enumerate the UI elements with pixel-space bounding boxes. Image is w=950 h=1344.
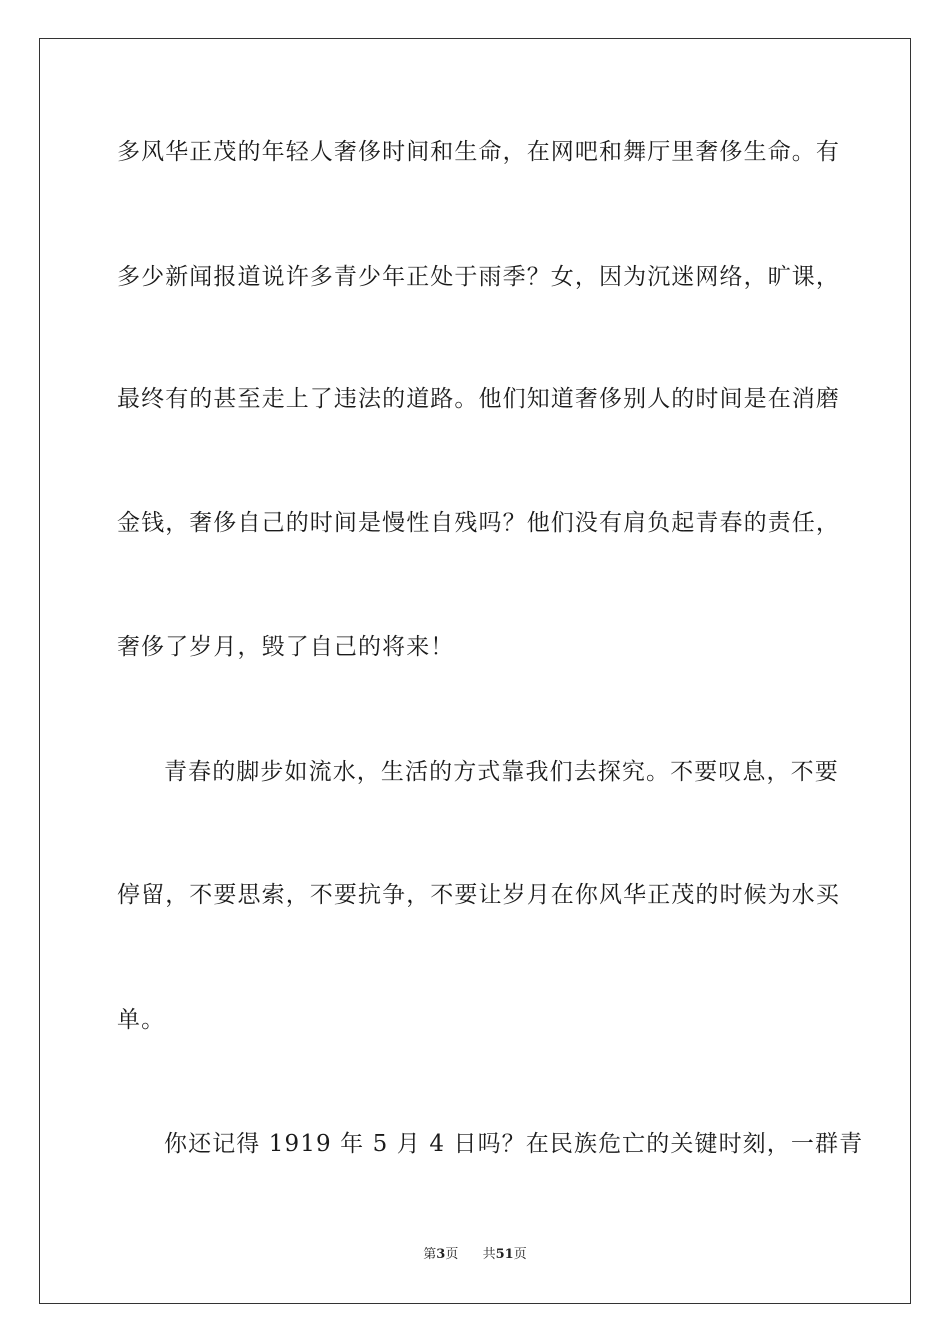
body-line-1: 多风华正茂的年轻人奢侈时间和生命，在网吧和舞厅里奢侈生命。有 (117, 139, 840, 165)
footer-total-prefix: 共 (482, 1247, 496, 1262)
body-line-5: 奢侈了岁月，毁了自己的将来！ (117, 634, 455, 660)
body-line-3: 最终有的甚至走上了违法的道路。他们知道奢侈别人的时间是在消磨 (117, 386, 840, 412)
footer-page-suffix: 页 (445, 1247, 459, 1262)
body-line-2: 多少新闻报道说许多青少年正处于雨季？女，因为沉迷网络，旷课， (117, 264, 840, 290)
footer-page-prefix: 第 (423, 1247, 437, 1262)
footer-total-number: 51 (495, 1247, 514, 1262)
body-line-9: 你还记得 1919 年 5 月 4 日吗？在民族危亡的关键时刻，一群青 (164, 1131, 864, 1157)
page-footer (0, 1246, 950, 1264)
footer-total-suffix: 页 (513, 1247, 527, 1262)
body-line-8: 单。 (117, 1007, 166, 1033)
page-border (39, 38, 911, 1304)
body-line-6: 青春的脚步如流水，生活的方式靠我们去探究。不要叹息，不要 (164, 759, 839, 785)
body-line-4: 金钱，奢侈自己的时间是慢性自残吗？他们没有肩负起青春的责任， (117, 510, 840, 536)
footer-page-number: 3 (436, 1247, 446, 1262)
body-line-7: 停留，不要思索，不要抗争，不要让岁月在你风华正茂的时候为水买 (117, 882, 840, 908)
